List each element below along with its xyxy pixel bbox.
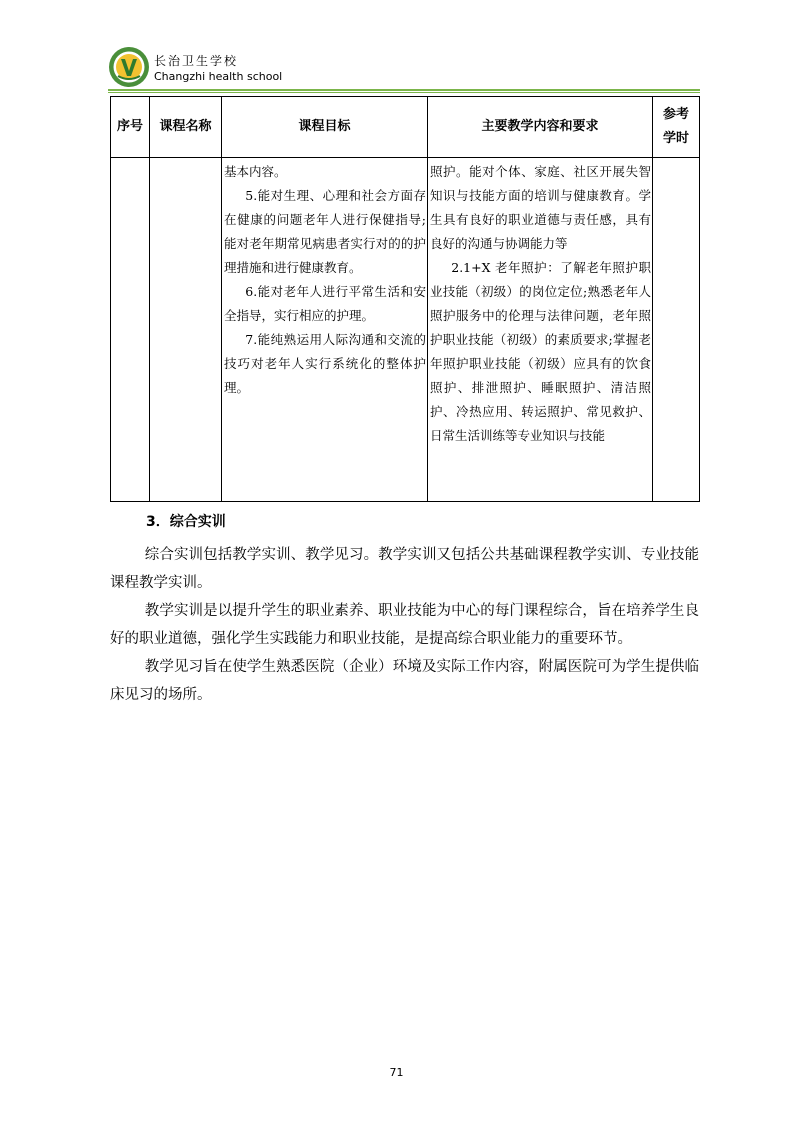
- page-number: 71: [389, 1066, 404, 1079]
- header-teaching-content: 主要教学内容和要求: [428, 97, 653, 158]
- paragraph: 教学见习旨在使学生熟悉医院（企业）环境及实际工作内容，附属医院可为学生提供临床见习的场所。: [110, 659, 699, 703]
- content-line: 照护。能对个体、家庭、社区开展失智知识与技能方面的培训与健康教育。学生具有良好的职业道德与责任感，具有良好的沟通与协调能力等: [430, 164, 651, 251]
- header-rule: [108, 89, 700, 91]
- cell-reference-hours: [653, 158, 700, 502]
- header-course-goal: 课程目标: [222, 97, 428, 158]
- section-body: [110, 541, 699, 709]
- header-rule-thin: [108, 92, 700, 93]
- paragraph: 综合实训包括教学实训、教学见习。教学实训又包括公共基础课程教学实训、专业技能课程教学实训。: [110, 547, 699, 591]
- goal-line: 基本内容。: [224, 164, 287, 179]
- school-logo-icon: [108, 46, 150, 88]
- goal-line: 6.能对老年人进行平常生活和安全指导，实行相应的护理。: [224, 284, 426, 323]
- table-row: [111, 158, 700, 502]
- page-header: [108, 46, 700, 90]
- paragraph: 教学实训是以提升学生的职业素养、职业技能为中心的每门课程综合，旨在培养学生良好的职业道德，强化学生实践能力和职业技能，是提高综合职业能力的重要环节。: [110, 603, 699, 647]
- cell-course-goal: [222, 158, 428, 502]
- header-course-name: 课程名称: [150, 97, 222, 158]
- school-name-english: Changzhi health school: [154, 70, 283, 83]
- header-no: 序号: [111, 97, 150, 158]
- header-hours-line1: 参考: [662, 107, 689, 122]
- cell-teaching-content: [428, 158, 653, 502]
- goal-line: 5.能对生理、心理和社会方面存在健康的问题老年人进行保健指导;能对老年期常见病患者实行对的的护理措施和进行健康教育。: [224, 188, 426, 275]
- content-line: 2.1+X 老年照护：了解老年照护职业技能（初级）的岗位定位;熟悉老年人照护服务中的伦理与法律问题，老年照护职业技能（初级）的素质要求;掌握老年照护职业技能（初级）应具有的饮食照护、排泄照护、睡眠照护、清洁照护、冷热应用、转运照护、常见救护、日常生活训练等专业知识与技能: [430, 260, 651, 443]
- header-hours-line2: 学时: [662, 131, 689, 146]
- section-heading: 3．综合实训: [146, 514, 226, 530]
- curriculum-table: [110, 96, 700, 502]
- school-name-chinese: 长治卫生学校: [154, 54, 239, 68]
- cell-course-name: [150, 158, 222, 502]
- cell-no: [111, 158, 150, 502]
- table-header-row: [111, 97, 700, 158]
- goal-line: 7.能纯熟运用人际沟通和交流的技巧对老年人实行系统化的整体护理。: [224, 332, 426, 395]
- header-reference-hours: [653, 97, 700, 158]
